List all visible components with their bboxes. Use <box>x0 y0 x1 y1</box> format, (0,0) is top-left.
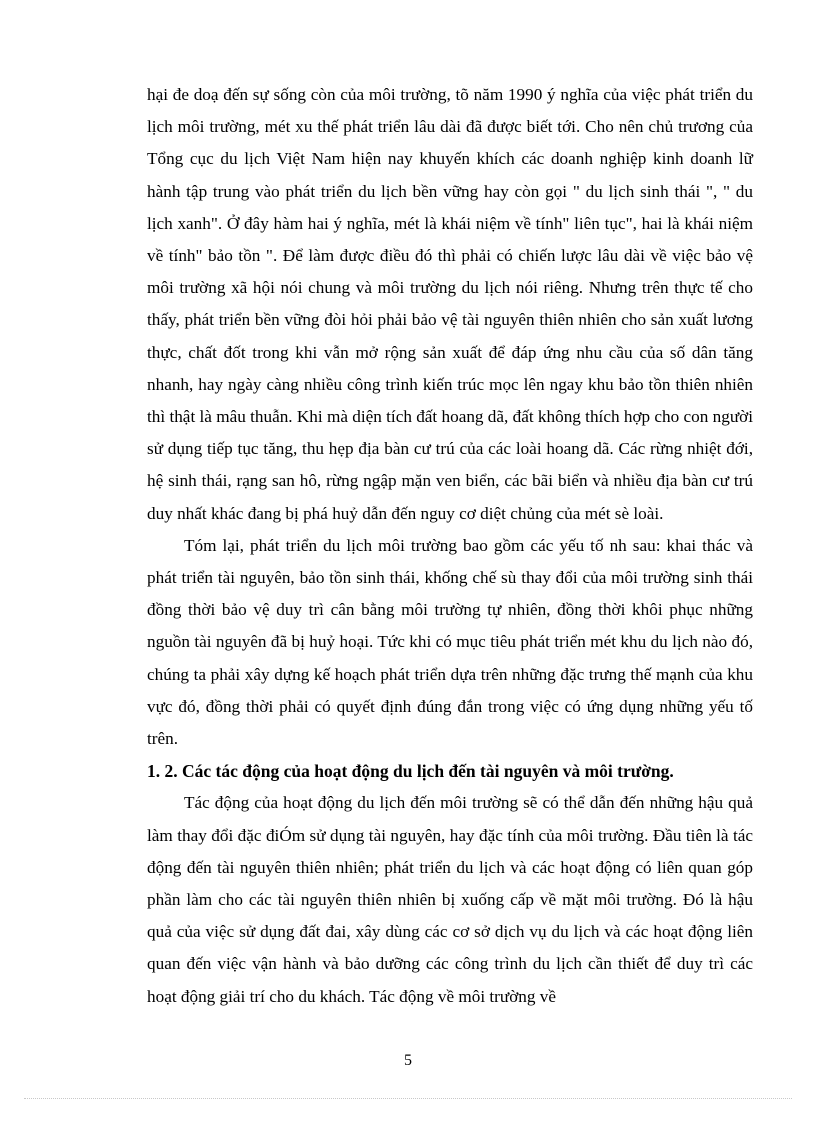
paragraph-continued: hại đe doạ đến sự sống còn của môi trường, tõ năm 1990 ý nghĩa của việc phát triển du lịch môi trường, mét xu thế phát triển lâu dài đã được biết tới. Cho nên chủ trương của Tổng cục du lịch Việt Nam hiện nay khuyến khích các doanh nghiệp kinh doanh lữ hành tập trung vào phát triển du lịch bền vững hay còn gọi " du lịch sinh thái ", " du lịch xanh". Ở đây hàm hai ý nghĩa, mét là khái niệm về tính" liên tục", hai là khái niệm về tính" bảo tồn ". Để làm được điều đó thì phải có chiến lược lâu dài về việc bảo vệ môi trường xã hội nói chung và môi trường du lịch nói riêng. Nhưng trên thực tế cho thấy, phát triển bền vững đòi hỏi phải bảo vệ tài nguyên thiên nhiên cho sản xuất lương thực, chất đốt trong khi vẫn mở rộng sản xuất để đáp ứng nhu cầu của số dân tăng nhanh, hay ngày càng nhiều công trình kiến trúc mọc lên ngay khu bảo tồn thiên nhiên thì thật là mâu thuẫn. Khi mà diện tích đất hoang dã, đất không thích hợp cho con người sử dụng tiếp tục tăng, thu hẹp địa bàn cư trú của các loài hoang dã. Các rừng nhiệt đới, hệ sinh thái, rạng san hô, rừng ngập mặn ven biển, các bãi biển và nhiều địa bàn cư trú duy nhất khác đang bị phá huỷ dẫn đến nguy cơ diệt chủng của mét sè loài. <box>147 85 754 523</box>
paragraph-section: Tác động của hoạt động du lịch đến môi trường sẽ có thể dẫn đến những hậu quả làm thay đổi đặc điÓm sử dụng tài nguyên, hay đặc tính của môi trường. Đầu tiên là tác động đến tài nguyên thiên nhiên; phát triển du lịch và các hoạt động có liên quan góp phần làm cho các tài nguyên thiên nhiên bị xuống cấp về mặt môi trường. Đó là hậu quả của việc sử dụng đất đai, xây dùng các cơ sở dịch vụ du lịch và các hoạt động liên quan đến việc vận hành và bảo dưỡng các công trình du lịch cần thiết để duy trì các hoạt động giải trí cho du khách. Tác động về môi trường về <box>147 793 753 1006</box>
section-heading: 1. 2. Các tác động của hoạt động du lịch đến tài nguyên và môi trường. <box>147 761 674 782</box>
page-bottom-divider <box>24 1098 792 1099</box>
body-text <box>147 79 753 1013</box>
paragraph-summary: Tóm lại, phát triển du lịch môi trường bao gồm các yếu tố nh sau: khai thác và phát triển tài nguyên, bảo tồn sinh thái, khống chế sù thay đổi của môi trường sinh thái đồng thời bảo vệ duy trì cân bằng môi trường tự nhiên, đồng thời khôi phục những nguồn tài nguyên đã bị huỷ hoại. Tức khi có mục tiêu phát triển mét khu du lịch nào đó, chúng ta phải xây dựng kế hoạch phát triển dựa trên những đặc trưng thế mạnh của khu vực đó, đồng thời phải có quyết định đúng đắn trong việc có ứng dụng những yếu tố trên. <box>147 535 753 749</box>
page-number: 5 <box>404 1052 412 1069</box>
